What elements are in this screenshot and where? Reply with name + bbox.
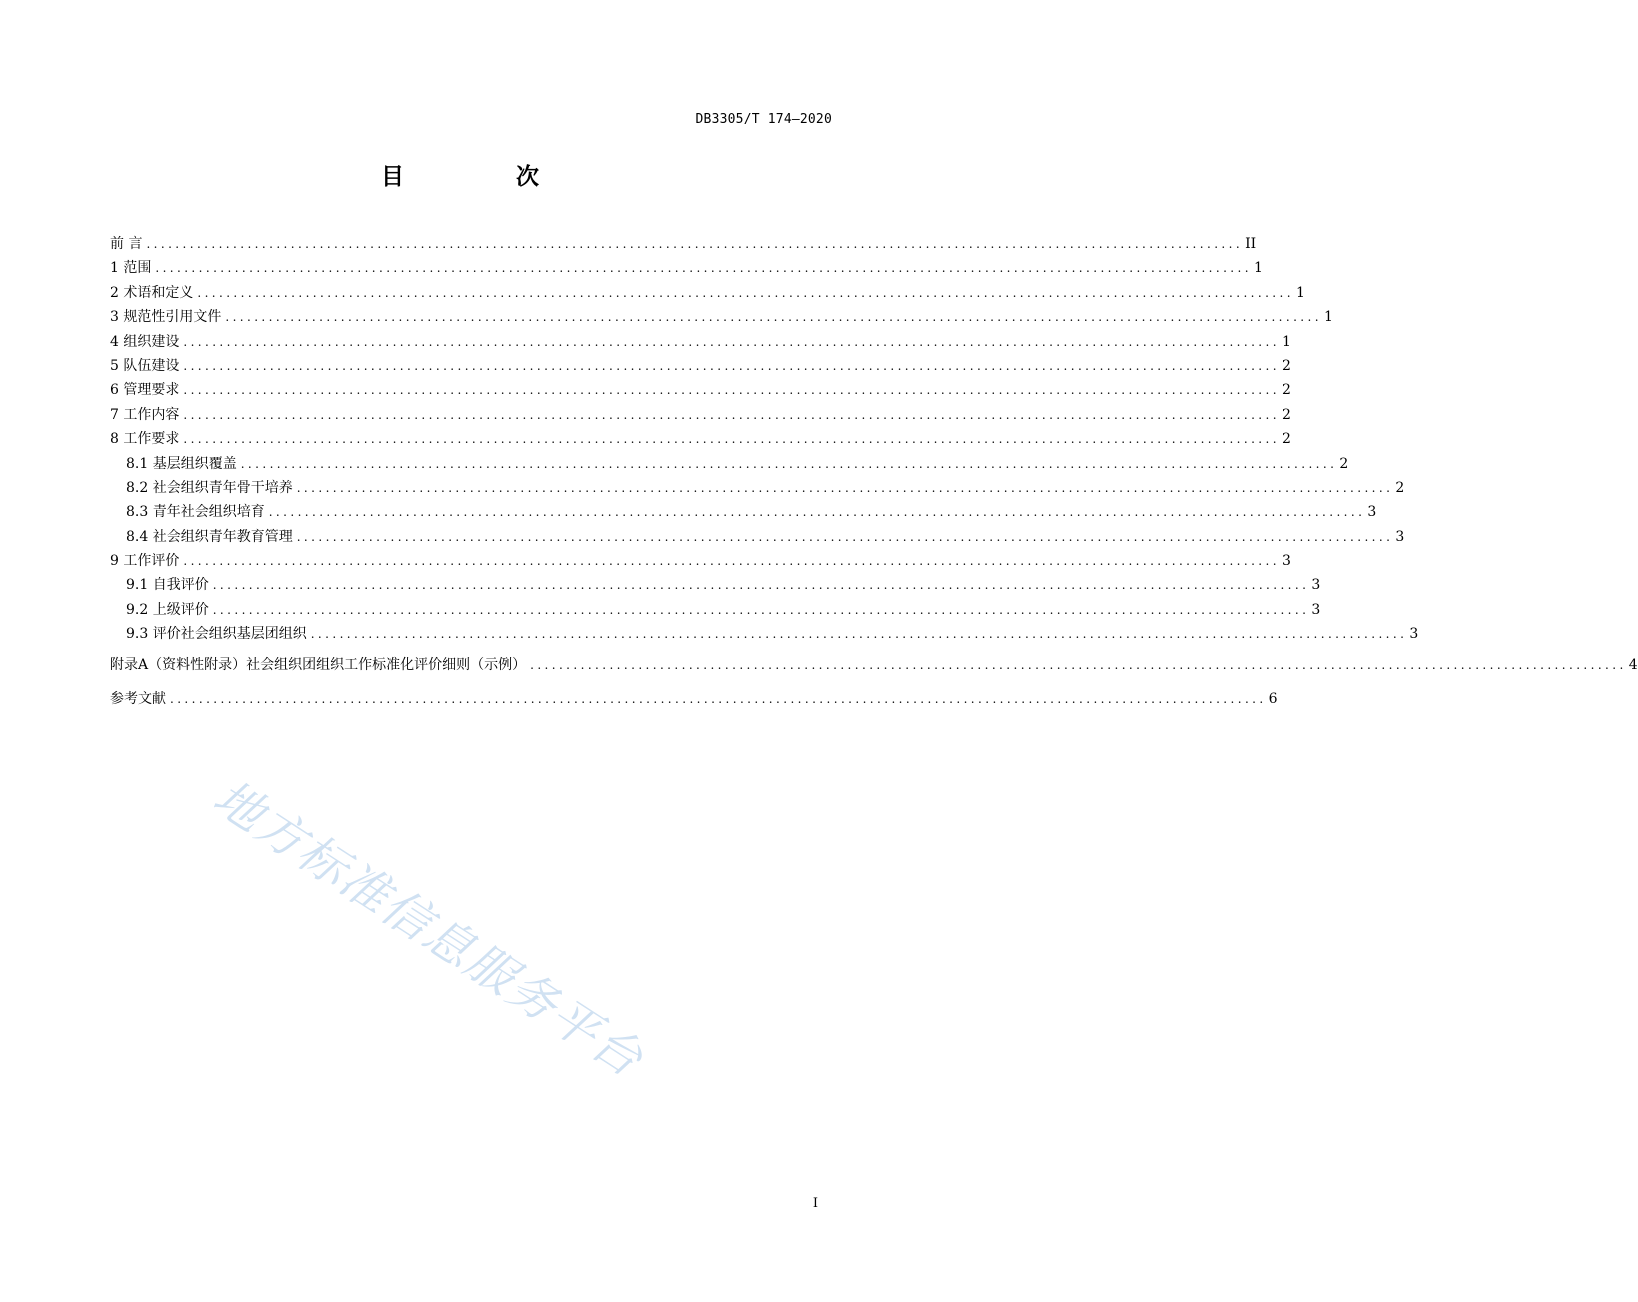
toc-entry-8-1[interactable]: [110, 452, 1349, 476]
toc-entry-page: 3: [1367, 504, 1377, 521]
toc-entry-label: 参考文献: [110, 691, 166, 708]
toc-entry-label: 3 规范性引用文件: [110, 309, 222, 326]
toc-entry-label: 8.2 社会组织青年骨干培养: [126, 479, 293, 496]
toc-entry-label: 8.1 基层组织覆盖: [126, 455, 237, 472]
toc-entry-label: 8.3 青年社会组织培育: [126, 504, 265, 521]
toc-entry-page: 1: [1323, 309, 1333, 326]
toc-entry-page: 3: [1281, 553, 1291, 570]
toc-entry-8[interactable]: [110, 427, 1291, 451]
toc-entry-page: 2: [1281, 357, 1291, 374]
document-number: DB3305/T 174—2020: [695, 112, 832, 127]
toc-entry-label: 1 范围: [110, 260, 152, 277]
toc-entry-appendix-a[interactable]: [110, 653, 1638, 677]
toc-entry-page: 4: [1628, 656, 1638, 673]
toc-entry-page: 3: [1395, 528, 1405, 545]
toc-entry-9-3[interactable]: [110, 622, 1419, 646]
toc-entry-4[interactable]: [110, 330, 1291, 354]
toc-entry-page: 2: [1395, 479, 1405, 496]
toc-entry-label: 5 队伍建设: [110, 357, 180, 374]
toc-entry-page: 2: [1281, 406, 1291, 423]
toc-entry-page: 2: [1281, 382, 1291, 399]
toc-entry-label: 2 术语和定义: [110, 284, 194, 301]
toc-leader-dots: ........................................................................................................................................................: [170, 692, 1267, 707]
toc-entry-page: 3: [1311, 577, 1321, 594]
toc-leader-dots: ........................................................................................................................................................: [183, 554, 1280, 569]
toc-leader-dots: ........................................................................................................................................................: [240, 456, 1338, 471]
toc-leader-dots: ........................................................................................................................................................: [146, 237, 1244, 251]
toc-entry-label: 附录A（资料性附录）社会组织团组织工作标准化评价细则（示例）: [110, 656, 527, 673]
toc-entry-9-1[interactable]: [110, 573, 1321, 597]
toc-leader-dots: ........................................................................................................................................................: [183, 383, 1280, 398]
watermark: 地方标准信息服务平台: [203, 769, 654, 1089]
toc-entry-page: 2: [1339, 455, 1349, 472]
toc-entry-label: 前 言: [110, 236, 143, 252]
toc-leader-dots: ........................................................................................................................................................: [530, 657, 1627, 672]
toc-entry-label: 9.3 评价社会组织基层团组织: [126, 626, 307, 643]
toc-entry-label: 9.1 自我评价: [126, 577, 209, 594]
toc-entry-9[interactable]: [110, 549, 1291, 573]
toc-leader-dots: ........................................................................................................................................................: [225, 310, 1322, 325]
toc-entry-label: 4 组织建设: [110, 333, 180, 350]
toc-entry-6[interactable]: [110, 378, 1291, 402]
toc-title: 目 次: [380, 164, 591, 190]
toc-entry-9-2[interactable]: [110, 598, 1321, 622]
toc-leader-dots: ........................................................................................................................................................: [310, 627, 1408, 642]
toc-entry-7[interactable]: [110, 403, 1291, 427]
toc-entry-label: 9 工作评价: [110, 553, 180, 570]
toc-entry-label: 7 工作内容: [110, 406, 180, 423]
toc-entry-page: 6: [1268, 691, 1278, 708]
toc-entry-label: 6 管理要求: [110, 382, 180, 399]
toc-entry-page: 2: [1281, 431, 1291, 448]
toc-leader-dots: ........................................................................................................................................................: [268, 505, 1366, 520]
toc-leader-dots: ........................................................................................................................................................: [183, 358, 1280, 373]
toc-entry-8-4[interactable]: [110, 525, 1405, 549]
toc-entry-3[interactable]: [110, 305, 1333, 329]
toc-entry-8-3[interactable]: [110, 500, 1377, 524]
toc-entry-2[interactable]: [110, 281, 1305, 305]
table-of-contents: [110, 232, 1638, 711]
toc-entry-page: 3: [1311, 601, 1321, 618]
toc-entry-5[interactable]: [110, 354, 1291, 378]
toc-entry-1[interactable]: [110, 256, 1263, 280]
toc-entry-page: II: [1245, 236, 1257, 252]
toc-entry-label: 8.4 社会组织青年教育管理: [126, 528, 293, 545]
toc-entry-page: 1: [1253, 260, 1263, 277]
toc-entry-references[interactable]: [110, 687, 1278, 711]
toc-entry-8-2[interactable]: [110, 476, 1405, 500]
toc-leader-dots: ........................................................................................................................................................: [183, 334, 1280, 349]
toc-leader-dots: ........................................................................................................................................................: [183, 432, 1280, 447]
toc-leader-dots: ........................................................................................................................................................: [183, 407, 1280, 422]
toc-entry-label: 9.2 上级评价: [126, 601, 209, 618]
toc-entry-foreword[interactable]: [110, 232, 1257, 256]
toc-entry-page: 1: [1281, 333, 1291, 350]
toc-entry-page: 3: [1409, 626, 1419, 643]
page-number: I: [812, 1196, 818, 1211]
toc-leader-dots: ........................................................................................................................................................: [212, 578, 1310, 593]
toc-entry-label: 8 工作要求: [110, 431, 180, 448]
toc-leader-dots: ........................................................................................................................................................: [197, 285, 1294, 300]
toc-leader-dots: ........................................................................................................................................................: [212, 602, 1310, 617]
toc-leader-dots: ........................................................................................................................................................: [296, 480, 1394, 495]
toc-leader-dots: ........................................................................................................................................................: [155, 261, 1252, 276]
toc-leader-dots: ........................................................................................................................................................: [296, 529, 1394, 544]
toc-entry-page: 1: [1295, 284, 1305, 301]
